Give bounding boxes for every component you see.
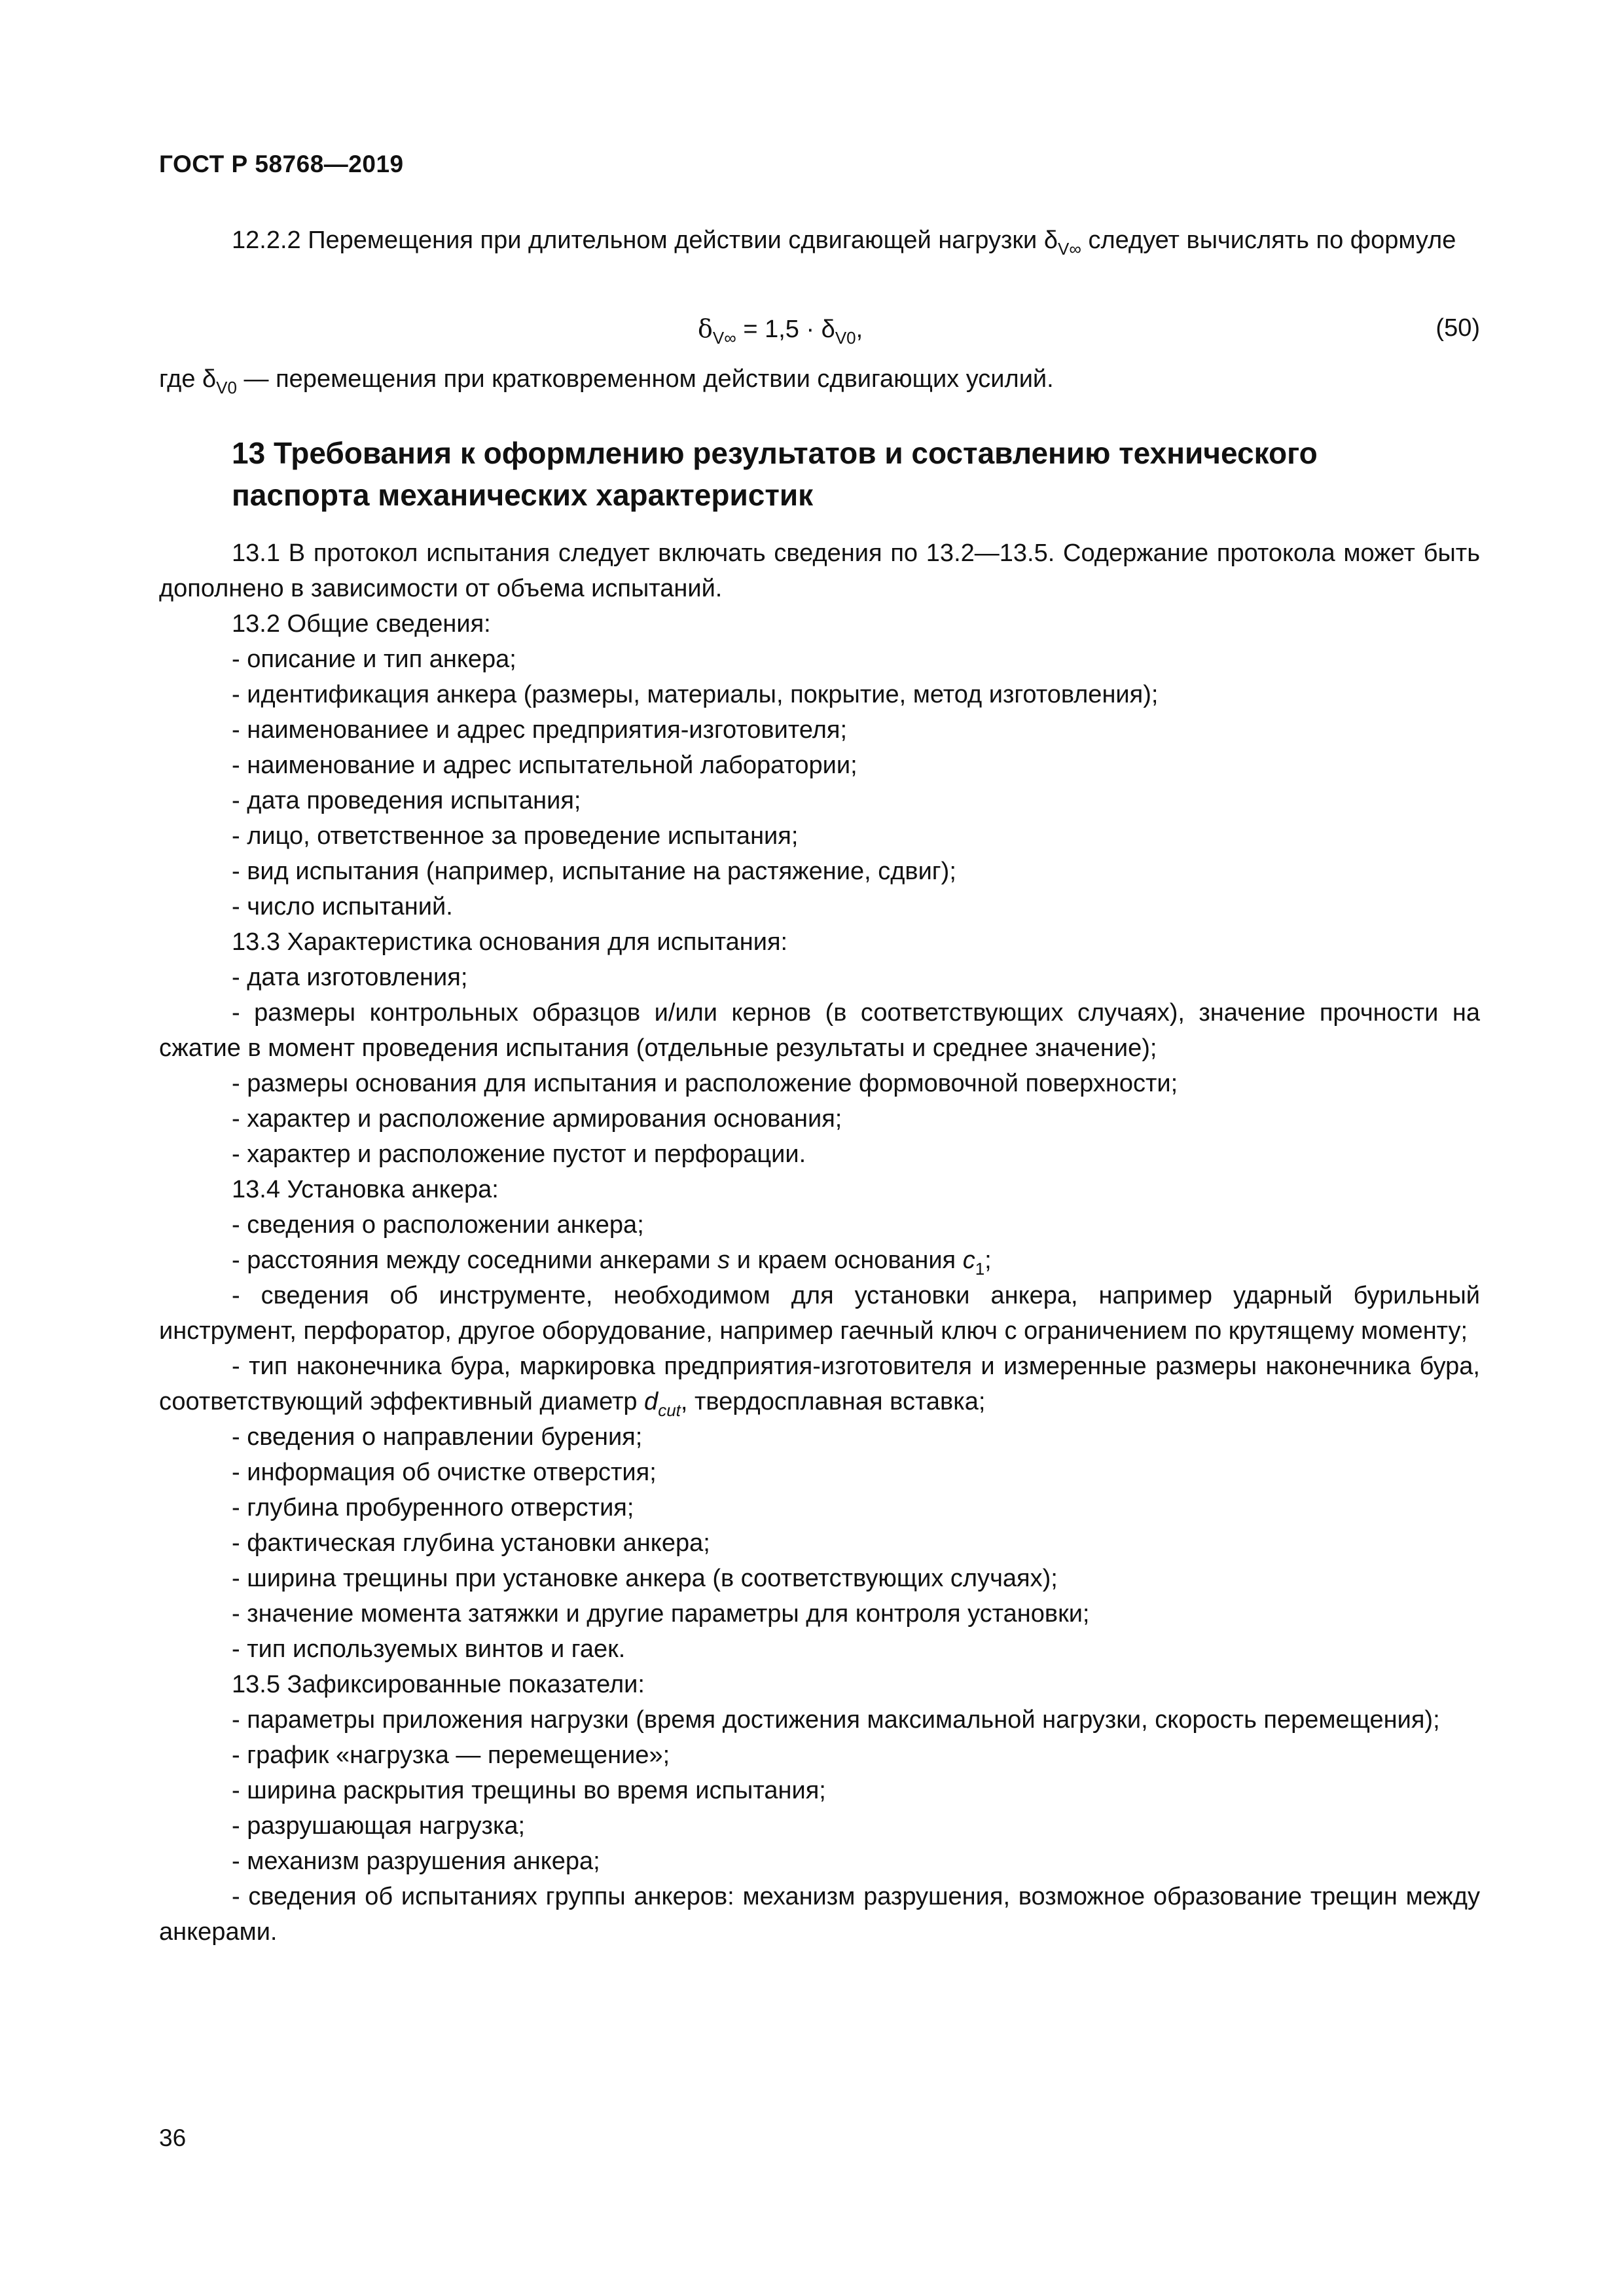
list-item: - вид испытания (например, испытание на растяжение, сдвиг); xyxy=(232,858,956,885)
document-page xyxy=(159,0,1480,2296)
formula-expression: $\delta_{V\infty} = 1,5 \cdot \delta_{V0}$, xyxy=(698,314,863,348)
list-item: - сведения об инструменте, необходимом для установки анкера, например ударный бурильный инструмент, перфоратор, другое оборудование, например гаечный ключ с ограничением по крутящему моменту; xyxy=(159,1282,1480,1345)
formula-legend: где $\delta_{V0}$ — перемещения при кратковременном действии сдвигающих усилий. xyxy=(159,365,1054,397)
clause-13-3 xyxy=(159,924,1480,995)
list-item: - ширина раскрытия трещины во время испытания; xyxy=(232,1777,826,1804)
clause-13-5 xyxy=(159,1667,1480,1702)
section-13-body xyxy=(159,536,1480,1950)
list-item: - расстояния между соседними анкерами s и краем основания $c_1$; xyxy=(232,1247,992,1279)
clause-13-4-title: 13.4 Установка анкера: xyxy=(232,1176,499,1203)
clause-13-2 xyxy=(159,606,1480,924)
list-item: - разрушающая нагрузка; xyxy=(232,1812,526,1840)
list-item: - число испытаний. xyxy=(232,893,453,920)
list-item: - лицо, ответственное за проведение испытания; xyxy=(232,822,799,850)
list-item: - размеры контрольных образцов и/или кернов (в соответствующих случаях), значение прочности на сжатие в момент проведения испытания (отдельные результаты и среднее значение); xyxy=(159,999,1480,1062)
list-item: - глубина пробуренного отверстия; xyxy=(232,1494,634,1522)
list-item: - график «нагрузка — перемещение»; xyxy=(232,1741,670,1769)
list-item: - размеры основания для испытания и расположение формовочной поверхности; xyxy=(232,1070,1178,1097)
list-item: - идентификация анкера (размеры, материалы, покрытие, метод изготовления); xyxy=(232,681,1159,708)
list-item: - характер и расположение армирования основания; xyxy=(232,1105,842,1133)
clause-13-5-title: 13.5 Зафиксированные показатели: xyxy=(232,1671,645,1698)
clause-13-3-title: 13.3 Характеристика основания для испытания: xyxy=(232,928,788,956)
list-item: - дата изготовления; xyxy=(232,964,468,991)
clause-12-2-2 xyxy=(159,223,1480,258)
list-item: - наименование и адрес испытательной лаборатории; xyxy=(232,752,857,779)
list-item: - значение момента затяжки и другие параметры для контроля установки; xyxy=(232,1600,1090,1628)
list-item: - тип используемых винтов и гаек. xyxy=(232,1635,626,1663)
list-item: - ширина трещины при установке анкера (в соответствующих случаях); xyxy=(232,1565,1058,1592)
formula-number: (50) xyxy=(1435,314,1480,342)
list-item: - сведения об испытаниях группы анкеров: механизм разрушения, возможное образование трещин между анкерами. xyxy=(159,1883,1480,1946)
clause-13-1: 13.1 В протокол испытания следует включать сведения по 13.2—13.5. Содержание протокола может быть дополнено в зависимости от объема испытаний. xyxy=(159,539,1480,602)
list-item: - описание и тип анкера; xyxy=(232,646,516,673)
list-item: - параметры приложения нагрузки (время достижения максимальной нагрузки, скорость перемещения); xyxy=(232,1706,1440,1734)
list-item: - сведения о направлении бурения; xyxy=(232,1423,643,1451)
list-item: - дата проведения испытания; xyxy=(232,787,581,814)
clause-13-2-title: 13.2 Общие сведения: xyxy=(232,610,491,638)
list-item: - фактическая глубина установки анкера; xyxy=(232,1529,710,1557)
list-item: - информация об очистке отверстия; xyxy=(232,1459,657,1486)
page-number: 36 xyxy=(159,2124,187,2151)
section-13-heading: 13 Требования к оформлению результатов и составлению технического паспорта механических характеристик xyxy=(232,436,1318,512)
list-item: - механизм разрушения анкера; xyxy=(232,1848,600,1875)
clause-12-2-2-text: 12.2.2 Перемещения при длительном действии сдвигающей нагрузки $\delta_{V\infty}$ следует вычислять по формуле xyxy=(232,227,1456,259)
list-item: - тип наконечника бура, маркировка предприятия-изготовителя и измеренные размеры наконечника бура, соответствующий эффективный диаметр $d_{cut}$, твердосплавная вставка; xyxy=(159,1353,1480,1420)
standard-designation: ГОСТ Р 58768—2019 xyxy=(159,151,404,177)
list-item: - характер и расположение пустот и перфорации. xyxy=(232,1140,806,1168)
formula-50 xyxy=(159,314,1480,350)
list-item: - сведения о расположении анкера; xyxy=(232,1211,644,1239)
list-item: - наименованиее и адрес предприятия-изготовителя; xyxy=(232,716,847,744)
clause-13-4 xyxy=(159,1172,1480,1278)
